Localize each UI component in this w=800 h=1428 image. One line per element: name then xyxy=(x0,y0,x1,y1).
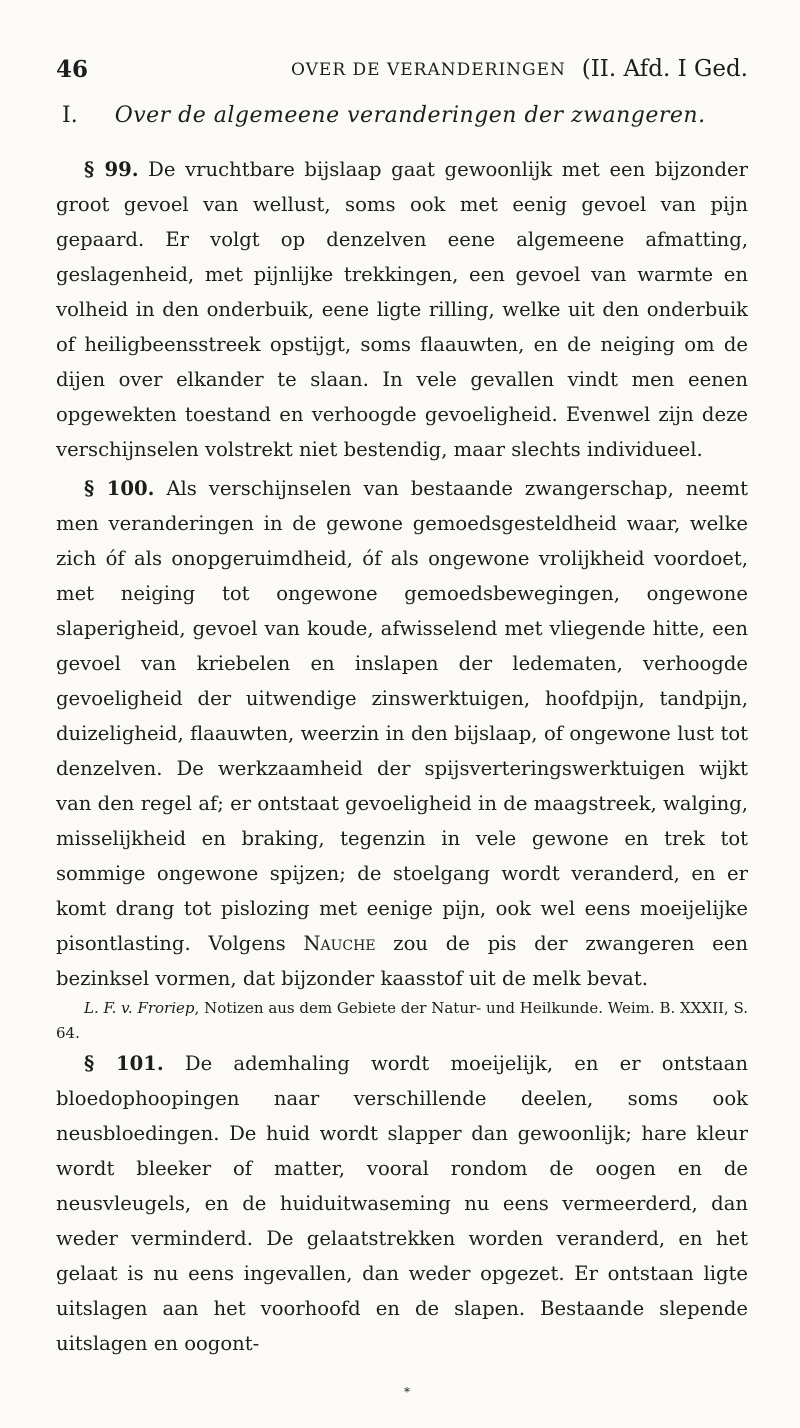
footnote xyxy=(56,996,748,1046)
author-name: Nauche xyxy=(303,932,376,955)
paragraph-text: De ademhaling wordt moeijelijk, en er ontstaan bloedophoopingen naar verschillende deelen, soms ook neusbloedingen. De huid wordt slapper dan gewoonlijk; hare kleur wordt bleeker of matter, vooral rondom de oogen en de neusvleugels, en de huiduitwaseming nu eens vermeerderd, dan weder verminderd. De gelaatstrekken worden veranderd, en het gelaat is nu eens ingevallen, dan weder opgezet. Er ontstaan ligte uitslagen aan het voorhoofd en de slapen. Bestaande slepende uitslagen en oogont- xyxy=(56,1052,748,1355)
page-number: 46 xyxy=(56,56,89,83)
running-title: OVER DE VERANDERINGEN xyxy=(291,60,566,80)
running-section-ref: (II. Afd. I Ged. xyxy=(581,56,748,82)
paragraph-text-continued: zou de pis der zwangeren een bezinksel vormen, dat bijzonder kaasstof uit de melk bevat. xyxy=(56,932,748,990)
running-head xyxy=(56,56,748,86)
body-text xyxy=(56,152,748,1361)
paragraph-text: De vruchtbare bijslaap gaat gewoonlijk met een bijzonder groot gevoel van wellust, soms ook met eenig gevoel van pijn gepaard. Er volgt op denzelven eene algemeene afmatting, geslagenheid, met pijnlijke trekkingen, een gevoel van warmte en volheid in den onderbuik, eene ligte rilling, welke uit den onderbuik of heiligbeensstreek opstijgt, soms flaauwten, en de neiging om de dijen over elkander te slaan. In vele gevallen vindt men eenen opgewekten toestand en verhoogde gevoeligheid. Evenwel zijn deze verschijnselen volstrekt niet bestendig, maar slechts individueel. xyxy=(56,158,748,461)
footnote-text: , Notizen aus dem Gebiete der Natur- und Heilkunde. Weim. B. XXXII, S. 64. xyxy=(56,999,749,1042)
signature-mark: * xyxy=(404,1385,410,1399)
section-heading xyxy=(62,103,748,128)
paragraph-number: § 101. xyxy=(84,1052,164,1075)
paragraph-99 xyxy=(56,152,748,467)
paragraph-100 xyxy=(56,471,748,996)
paragraph-101 xyxy=(56,1046,748,1361)
section-number: I. xyxy=(62,103,78,128)
paragraph-number: § 99. xyxy=(84,158,139,181)
footnote-author: L. F. v. Froriep xyxy=(84,999,195,1017)
section-title: Over de algemeene veranderingen der zwangeren. xyxy=(114,103,706,128)
paragraph-text: Als verschijnselen van bestaande zwangerschap, neemt men veranderingen in de gewone gemoedsgesteldheid waar, welke zich óf als onopgeruimdheid, óf als ongewone vrolijkheid voordoet, met neiging tot ongewone gemoedsbewegingen, ongewone slaperigheid, gevoel van koude, afwisselend met vliegende hitte, een gevoel van kriebelen en inslapen der ledematen, verhoogde gevoeligheid der uitwendige zinswerktuigen, hoofdpijn, tandpijn, duizeligheid, flaauwten, weerzin in den bijslaap, of ongewone lust tot denzelven. De werkzaamheid der spijsverteringswerktuigen wijkt van den regel af; er ontstaat gevoeligheid in de maagstreek, walging, misselijkheid en braking, tegenzin in vele gewone en trek tot sommige ongewone spijzen; de stoelgang wordt veranderd, en er komt drang tot pislozing met eenige pijn, ook wel eens moeijelijke pisontlasting. Volgens xyxy=(56,477,748,955)
paragraph-number: § 100. xyxy=(84,477,155,500)
